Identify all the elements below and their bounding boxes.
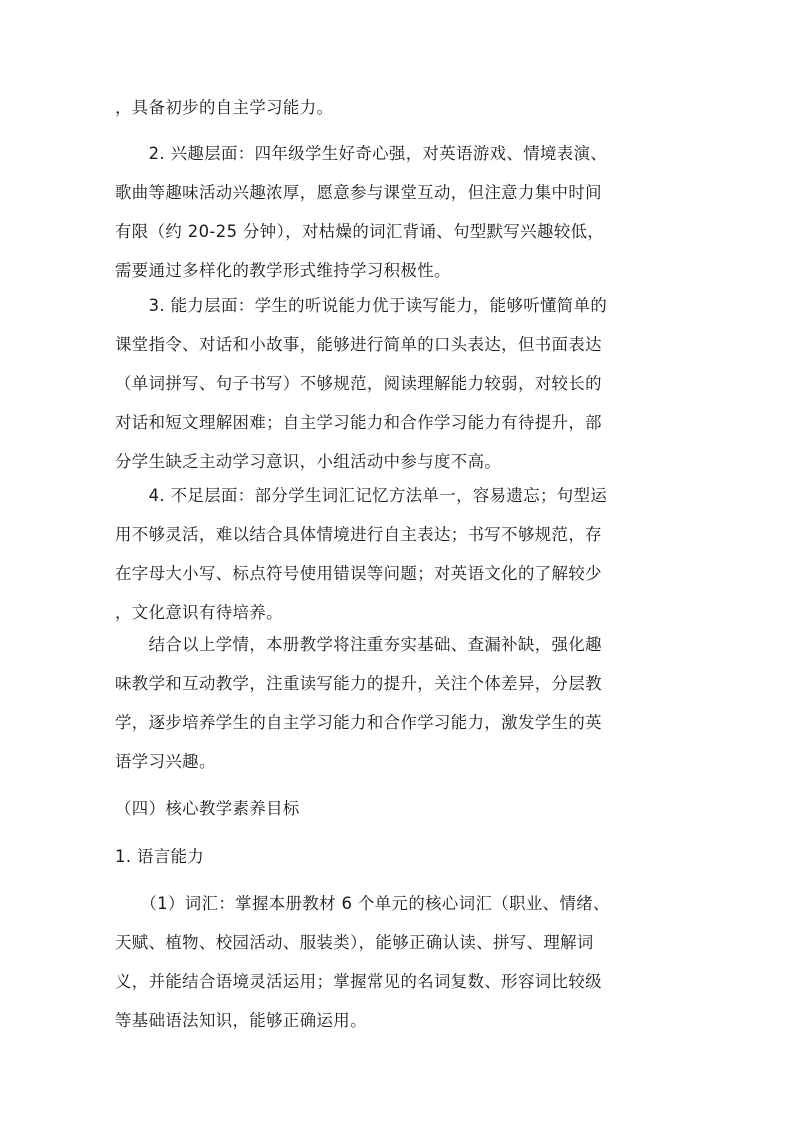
paragraph-ability-level — [115, 286, 680, 481]
paragraph-deficiency-level — [115, 476, 680, 632]
paragraph-interest-level — [115, 134, 680, 290]
text-line: （1）词汇：掌握本册教材 6 个单元的核心词汇（职业、情绪、 — [115, 894, 610, 913]
text-line: 3. 能力层面：学生的听说能力优于读写能力，能够听懂简单的 — [115, 296, 608, 315]
text-line: 对话和短文理解困难；自主学习能力和合作学习能力有待提升，部 — [115, 413, 602, 432]
text-line: 在字母大小写、标点符号使用错误等问题；对英语文化的了解较少 — [115, 564, 602, 583]
text-line: 味教学和互动教学，注重读写能力的提升，关注个体差异，分层教 — [115, 674, 602, 693]
text-line: 用不够灵活，难以结合具体情境进行自主表达；书写不够规范，存 — [115, 525, 602, 544]
text-line: ，文化意识有待培养。 — [115, 603, 283, 622]
sub-heading: 1. 语言能力 — [115, 847, 205, 866]
text-line: 4. 不足层面：部分学生词汇记忆方法单一，容易遗忘；句型运 — [115, 486, 608, 505]
text-line: 课堂指令、对话和小故事，能够进行简单的口头表达，但书面表达 — [115, 335, 602, 354]
text-line: 需要通过多样化的教学形式维持学习积极性。 — [115, 261, 451, 280]
text-line: 歌曲等趣味活动兴趣浓厚，愿意参与课堂互动，但注意力集中时间 — [115, 183, 602, 202]
text-line: 学，逐步培养学生的自主学习能力和合作学习能力，激发学生的英 — [115, 713, 602, 732]
text-line: 2. 兴趣层面：四年级学生好奇心强，对英语游戏、情境表演、 — [115, 144, 608, 163]
text-line: 语学习兴趣。 — [115, 752, 216, 771]
paragraph-continuation — [115, 88, 680, 127]
text-line: 天赋、植物、校园活动、服装类），能够正确认读、拼写、理解词 — [115, 933, 594, 952]
text-line: （单词拼写、句子书写）不够规范，阅读理解能力较弱，对较长的 — [115, 374, 602, 393]
section-heading: （四）核心教学素养目标 — [115, 799, 300, 818]
text-line: 义，并能结合语境灵活运用；掌握常见的名词复数、形容词比较级 — [115, 972, 602, 991]
paragraph-summary — [115, 625, 680, 781]
text-line: 有限（约 20-25 分钟），对枯燥的词汇背诵、句型默写兴趣较低， — [115, 222, 605, 241]
paragraph-vocabulary — [115, 884, 680, 1040]
text-line: ，具备初步的自主学习能力。 — [115, 98, 334, 117]
text-line: 等基础语法知识，能够正确运用。 — [115, 1011, 367, 1030]
text-line: 结合以上学情，本册教学将注重夯实基础、查漏补缺，强化趣 — [115, 635, 602, 654]
text-line: 分学生缺乏主动学习意识，小组活动中参与度不高。 — [115, 452, 502, 471]
